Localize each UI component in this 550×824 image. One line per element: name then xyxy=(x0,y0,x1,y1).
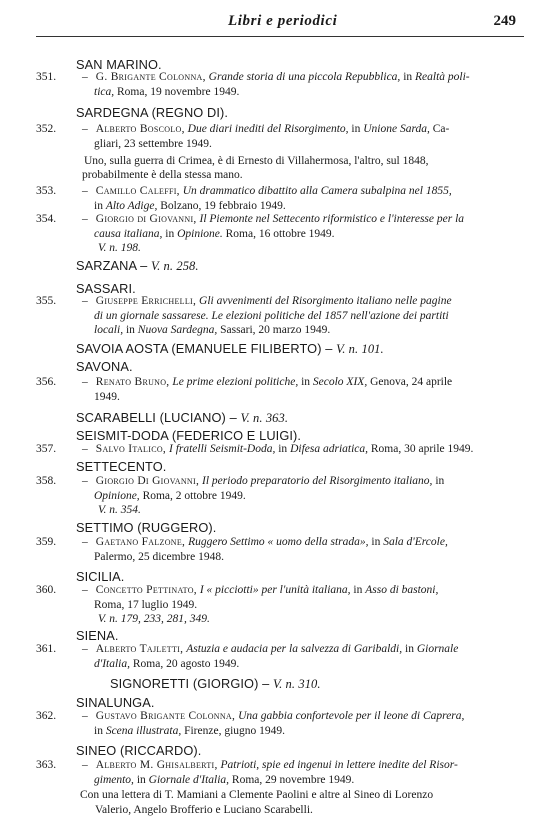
note-352-line1: Uno, sulla guerra di Crimea, è di Ernesto di Villahermosa, l'altro, sul 1848, xyxy=(84,155,429,167)
entry-number: 352. xyxy=(36,123,57,135)
entry-number: 351. xyxy=(36,71,57,83)
section-heading-sineo: SINEO (RICCARDO). xyxy=(76,743,202,758)
heading-text: SIGNORETTI (GIORGIO) xyxy=(110,676,259,691)
note-363-line2: Valerio, Angelo Brofferio e Luciano Scarabelli. xyxy=(95,804,313,816)
author: Giorgio Di Giovanni, xyxy=(95,475,200,487)
cross-ref: V. n. 363. xyxy=(240,411,289,425)
entry-number: 358. xyxy=(36,475,57,487)
dash: – xyxy=(229,410,237,425)
journal: Alto Adige, xyxy=(105,199,158,212)
journal-cont: d'Italia, xyxy=(94,657,130,670)
dash: – xyxy=(262,676,270,691)
title: I fratelli Seismit-Doda, xyxy=(168,443,276,455)
entry-number: 361. xyxy=(36,643,57,655)
entry-number: 360. xyxy=(36,584,57,596)
title-cont: di un giornale sassarese. Le elezioni politiche del 1857 nell'azione dei partiti xyxy=(94,309,449,322)
heading-text: SAVOIA AOSTA (EMANUELE FILIBERTO) xyxy=(76,341,322,356)
in-word: in xyxy=(403,71,413,83)
running-title: Libri e periodici xyxy=(228,13,338,29)
pubinfo: Genova, 24 aprile xyxy=(370,376,453,388)
author: G. Brigante Colonna, xyxy=(95,71,206,83)
dash: – xyxy=(82,643,88,655)
cross-ref: V. n. 101. xyxy=(336,342,384,356)
in-word: in xyxy=(94,199,103,212)
dash: – xyxy=(82,443,88,455)
in-word: in xyxy=(353,584,363,596)
title: Il periodo preparatorio del Risorgimento italiano, xyxy=(202,475,433,487)
entry-number: 362. xyxy=(36,710,57,722)
section-heading-sicilia: SICILIA. xyxy=(76,569,125,584)
section-heading-sarzana xyxy=(76,258,199,274)
entry-number: 357. xyxy=(36,443,57,455)
dash: – xyxy=(82,759,88,771)
section-heading-sinalunga: SINALUNGA. xyxy=(76,695,155,710)
section-heading-seismit-doda: SEISMIT-DODA (FEDERICO E LUIGI). xyxy=(76,428,302,443)
author: Alberto Boscolo, xyxy=(95,123,185,135)
dash: – xyxy=(82,376,88,388)
cross-ref: V. n. 198. xyxy=(98,242,141,254)
journal: Sala d'Ercole, xyxy=(383,536,448,548)
section-heading-siena: SIENA. xyxy=(76,628,119,643)
entry-number: 354. xyxy=(36,213,57,225)
journal: Opinione, xyxy=(94,489,140,502)
pubinfo: Roma, 29 novembre 1949. xyxy=(231,773,355,786)
cross-ref: V. n. 354. xyxy=(98,504,141,516)
journal: Giornale d'Italia, xyxy=(148,773,230,786)
pubinfo: Roma, 20 agosto 1949. xyxy=(132,657,240,670)
entry-number: 359. xyxy=(36,536,57,548)
entry-number: 363. xyxy=(36,759,57,771)
journal: Scena illustrata, xyxy=(105,724,182,737)
title: Grande storia di una piccola Repubblica, xyxy=(208,71,401,83)
title: Gli avvenimenti del Risorgimento italiano nelle pagine xyxy=(199,295,452,307)
in-word: in xyxy=(136,773,146,786)
note-352-line2: probabilmente è della stessa mano. xyxy=(82,169,243,181)
in-word: in xyxy=(165,227,175,240)
title: Ruggero Settimo « uomo della strada», xyxy=(188,536,369,548)
section-heading-san-marino: SAN MARINO. xyxy=(76,57,162,72)
journal: Difesa adriatica, xyxy=(290,443,369,455)
author: Salvo Italico, xyxy=(95,443,167,455)
dash: – xyxy=(82,213,88,225)
dash: – xyxy=(82,123,88,135)
title: Una gabbia confortevole per il leone di Caprera, xyxy=(238,710,465,722)
page-number: 249 xyxy=(493,13,516,29)
section-heading-savoia-aosta xyxy=(76,341,384,357)
pubinfo-cont: Palermo, 25 dicembre 1948. xyxy=(94,550,224,563)
title-cont: locali, xyxy=(94,324,124,336)
journal: Giornale xyxy=(416,643,459,655)
author: Giuseppe Errichelli, xyxy=(95,295,197,307)
pubinfo-cont: 1949. xyxy=(94,390,120,403)
author: Gustavo Brigante Colonna, xyxy=(95,710,236,722)
author: Concetto Pettinato, xyxy=(95,584,197,596)
in-word: in xyxy=(278,443,288,455)
pubinfo-cont: gliari, 23 settembre 1949. xyxy=(94,137,212,150)
pubinfo: Sassari, 20 marzo 1949. xyxy=(220,324,331,336)
cross-ref: V. n. 258. xyxy=(150,259,199,273)
section-heading-sardegna: SARDEGNA (REGNO DI). xyxy=(76,105,229,120)
cross-ref: V. n. 179, 233, 281, 349. xyxy=(98,613,210,625)
journal: Opinione. xyxy=(177,227,223,240)
author: Giorgio di Giovanni, xyxy=(95,213,197,225)
dash: – xyxy=(82,71,88,83)
journal: Nuova Sardegna, xyxy=(137,324,218,336)
in-word: in xyxy=(405,643,414,655)
section-heading-settecento: SETTECENTO. xyxy=(76,459,167,474)
note-363-line1: Con una lettera di T. Mamiani a Clemente Paolini e altre al Sineo di Lorenzo xyxy=(80,789,434,801)
title-cont: gimento, xyxy=(94,773,134,786)
dash: – xyxy=(140,258,148,273)
section-heading-scarabelli xyxy=(76,410,288,426)
header-rule xyxy=(36,36,524,37)
dash: – xyxy=(325,341,333,356)
title: I « picciotti» per l'unità italiana, xyxy=(199,584,351,596)
section-heading-settimo: SETTIMO (RUGGERO). xyxy=(76,520,217,535)
in-word: in xyxy=(435,475,445,487)
cross-ref: V. n. 310. xyxy=(272,677,321,691)
journal: Unione Sarda, xyxy=(363,123,430,135)
section-heading-savona: SAVONA. xyxy=(76,359,133,374)
pubinfo: Roma, 2 ottobre 1949. xyxy=(142,489,246,502)
journal: Asso di bastoni, xyxy=(365,584,439,596)
dash: – xyxy=(82,584,88,596)
entry-number: 353. xyxy=(36,185,57,197)
title: Patrioti, spie ed ingenui in lettere inedite del Risor- xyxy=(220,759,458,771)
in-word: in xyxy=(351,123,361,135)
author: Renato Bruno, xyxy=(95,376,170,388)
author: Alberto Tajletti, xyxy=(95,643,184,655)
dash: – xyxy=(82,536,88,548)
heading-text: SARZANA xyxy=(76,258,137,273)
journal: Secolo XIX, xyxy=(312,376,368,388)
journal: Realtà poli- xyxy=(415,71,470,83)
in-word: in xyxy=(125,324,135,336)
pubinfo: Ca- xyxy=(432,123,450,135)
pubinfo: Roma, 30 aprile 1949. xyxy=(370,443,474,455)
section-heading-sassari: SASSARI. xyxy=(76,281,136,296)
entry-number: 355. xyxy=(36,295,57,307)
title: Un drammatico dibattito alla Camera subalpina nel 1855, xyxy=(182,185,452,197)
pubinfo: Firenze, giugno 1949. xyxy=(184,724,286,737)
dash: – xyxy=(82,295,88,307)
pubinfo-cont: Roma, 17 luglio 1949. xyxy=(94,598,198,611)
entry-number: 356. xyxy=(36,376,57,388)
journal-cont: tica, xyxy=(94,85,115,98)
page-header xyxy=(0,0,550,36)
in-word: in xyxy=(371,536,381,548)
pubinfo: Roma, 19 novembre 1949. xyxy=(117,85,240,98)
in-word: in xyxy=(301,376,311,388)
title: Astuzia e audacia per la salvezza di Garibaldi, xyxy=(186,643,403,655)
in-word: in xyxy=(94,724,103,737)
pubinfo: Bolzano, 19 febbraio 1949. xyxy=(160,199,286,212)
title: Le prime elezioni politiche, xyxy=(172,376,299,388)
dash: – xyxy=(82,185,88,197)
section-heading-signoretti xyxy=(110,676,321,692)
author: Gaetano Falzone, xyxy=(95,536,186,548)
pubinfo: Roma, 16 ottobre 1949. xyxy=(225,227,335,240)
title: Il Piemonte nel Settecento riformistico e l'interesse per la xyxy=(199,213,465,225)
title: Due diari inediti del Risorgimento, xyxy=(187,123,349,135)
heading-text: SCARABELLI (LUCIANO) xyxy=(76,410,226,425)
title-cont: causa italiana, xyxy=(94,227,163,240)
dash: – xyxy=(82,710,88,722)
author: Camillo Caleffi, xyxy=(95,185,180,197)
dash: – xyxy=(82,475,88,487)
author: Alberto M. Ghisalberti, xyxy=(95,759,218,771)
